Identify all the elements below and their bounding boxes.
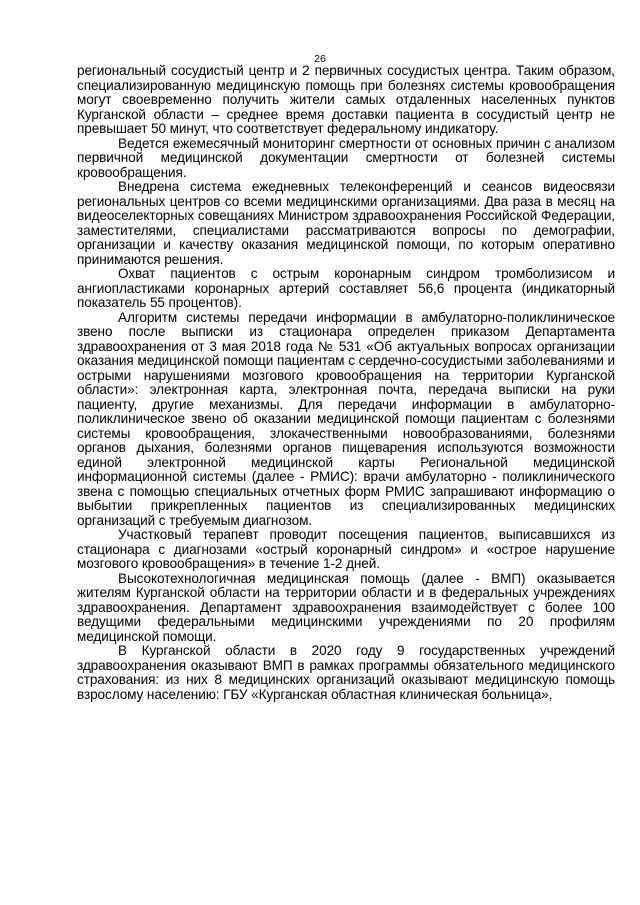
paragraph-4: Охват пациентов с острым коронарным синдром тромболизисом и ангиопластиками коронарных артерий составляет 56,6 процента (индикаторный показатель 55 процентов).: [77, 266, 615, 310]
paragraph-7: Высокотехнологичная медицинская помощь (далее - ВМП) оказывается жителям Курганской области на территории области и в федеральных учреждениях здравоохранения. Департамент здравоохранения взаимодействует с более 100 ведущими федеральными медицинскими учреждениями по 20 профилям медицинской помощи.: [77, 570, 615, 644]
page-number: 26: [314, 53, 326, 65]
paragraph-2: Ведется ежемесячный мониторинг смертности от основных причин с анализом первичной медицинской документации смертности от болезней системы кровообращения.: [77, 135, 615, 180]
document-body: [77, 64, 615, 702]
paragraph-1: региональный сосудистый центр и 2 первичных сосудистых центра. Таким образом, специализированную медицинскую помощь при болезнях системы кровообращения могут своевременно получить жители самых отдаленных населенных пунктов Курганской области – среднее время доставки пациента в сосудистый центр не превышает 50 минут, что соответствует федеральному индикатору.: [77, 63, 615, 136]
paragraph-6: Участковый терапевт проводит посещения пациентов, выписавшихся из стационара с диагнозами «острый коронарный синдром» и «острое нарушение мозгового кровообращения» в течение 1-2 дней.: [77, 527, 615, 571]
paragraph-8: В Курганской области в 2020 году 9 государственных учреждений здравоохранения оказывают ВМП в рамках программы обязательного медицинского страхования: из них 8 медицинских организаций оказывают медицинскую помощь взрослому населению: ГБУ «Курганская областная клиническая больница»,: [77, 643, 615, 702]
paragraph-5: Алгоритм системы передачи информации в амбулаторно-поликлиническое звено после выписки из стационара определен приказом Департамента здравоохранения от 3 мая 2018 года № 531 «Об актуальных вопросах организации оказания медицинской помощи пациентам с сердечно-сосудистыми заболеваниями и острыми нарушениями мозгового кровообращения на территории Курганской области»: электронная карта, электронная почта, передача выписки на руки пациенту, другие механизмы. Для передачи информации в амбулаторно-поликлиническое звено об оказании медицинской помощи пациентам с болезнями системы кровообращения, злокачественными новообразованиями, болезнями органов дыхания, болезнями органов пищеварения используются возможности единой электронной медицинской карты Региональной медицинской информационной системы (далее - РМИС): врачи амбулаторно - поликлинического звена с помощью специальных отчетных форм РМИС запрашивают информацию о выбытии прикрепленных пациентов из специализированных медицинских организаций с требуемым диагнозом.: [77, 309, 615, 528]
paragraph-3: Внедрена система ежедневных телеконференций и сеансов видеосвязи региональных центров со всеми медицинскими организациями. Два раза в месяц на видеоселекторных совещаниях Министром здравоохранения Российской Федерации, заместителями, специалистами рассматриваются вопросы по демографии, организации и качеству оказания медицинской помощи, по которым оперативно принимаются решения.: [77, 179, 615, 267]
